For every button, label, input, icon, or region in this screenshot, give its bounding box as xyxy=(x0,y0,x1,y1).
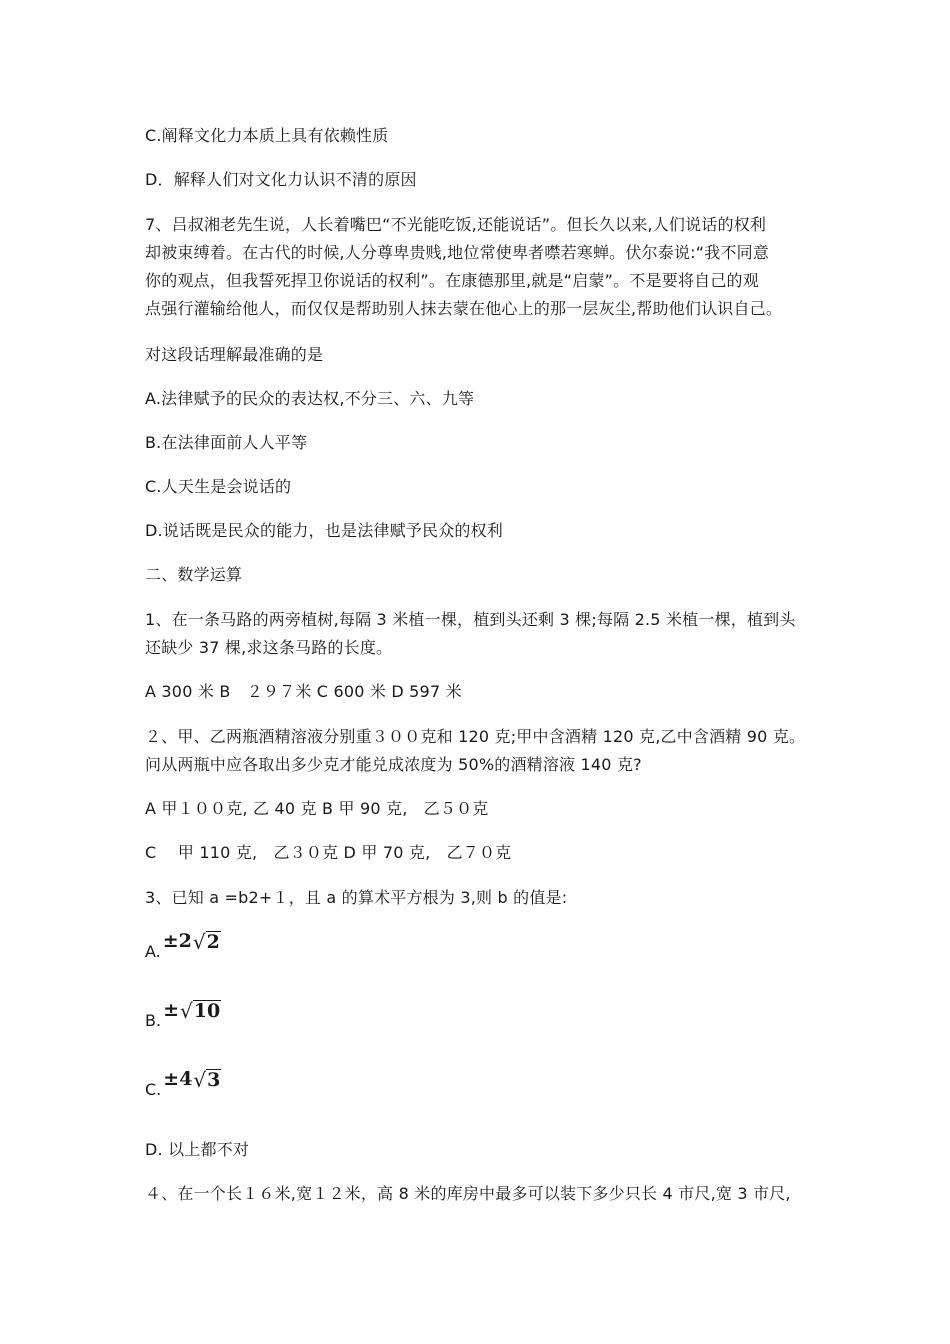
radical-sign-icon: √ xyxy=(192,930,206,954)
plus-minus-sign: ± xyxy=(163,999,179,1021)
math-question-3: 3、已知 a =b2+１，且 a 的算术平方根为 3,则 b 的值是: xyxy=(145,888,568,907)
math-question-2 xyxy=(145,723,810,779)
radical-sign-icon: √ xyxy=(193,1068,207,1092)
square-root xyxy=(193,931,221,952)
math-question-3-option-a xyxy=(145,922,221,962)
math-question-3-option-b xyxy=(145,991,221,1031)
question-7-option-a: A.法律赋予的民众的表达权,不分三、六、九等 xyxy=(145,389,475,408)
plus-minus-sign: ± xyxy=(162,930,179,952)
section-title: 二、数学运算 xyxy=(145,565,243,584)
question-7-option-c: C.人天生是会说话的 xyxy=(145,477,292,496)
option-c-prev: C.阐释文化力本质上具有依赖性质 xyxy=(145,126,389,145)
option-label: B. xyxy=(145,1011,162,1030)
option-label: C. xyxy=(145,1080,162,1099)
square-root xyxy=(180,1000,221,1021)
math-question-1-line: 还缺少 37 棵,求这条马路的长度。 xyxy=(145,638,393,657)
coefficient: 4 xyxy=(179,1068,193,1090)
math-question-2-line: 问从两瓶中应各取出多少克才能兑成浓度为 50%的酒精溶液 140 克? xyxy=(145,755,642,774)
question-7-prompt: 对这段话理解最准确的是 xyxy=(145,345,324,364)
math-question-3-option-c xyxy=(145,1060,221,1100)
question-7-line: 却被束缚着。在古代的时候,人分尊卑贵贱,地位常使卑者噤若寒蝉。伏尔泰说:“我不同意 xyxy=(145,243,770,262)
formula xyxy=(163,999,221,1021)
math-question-1-options: A 300 米 B ２９７米 C 600 米 D 597 米 xyxy=(145,682,462,701)
square-root xyxy=(193,1069,221,1090)
radical-sign-icon: √ xyxy=(179,999,193,1023)
question-7-option-d: D.说话既是民众的能力，也是法律赋予民众的权利 xyxy=(145,521,504,540)
math-question-1-line: 1、在一条马路的两旁植树,每隔 3 米植一棵，植到头还剩 3 棵;每隔 2.5 米植一棵，植到头 xyxy=(145,610,796,629)
option-d-prev: D．解释人们对文化力认识不清的原因 xyxy=(145,170,417,189)
option-label: A. xyxy=(145,942,161,961)
math-question-2-options-row2: C 甲 110 克, 乙３０克 D 甲 70 克, 乙７０克 xyxy=(145,843,512,862)
radicand: 3 xyxy=(207,1069,221,1091)
question-7-text xyxy=(145,211,810,323)
coefficient: 2 xyxy=(178,930,192,952)
question-7-line: 点强行灌输给他人，而仅仅是帮助别人抹去蒙在他心上的那一层灰尘,帮助他们认识自己。 xyxy=(145,299,783,318)
question-7-line: 7、吕叔湘老先生说，人长着嘴巴“不光能吃饭,还能说话”。但长久以来,人们说话的权利 xyxy=(145,215,767,234)
formula xyxy=(163,930,221,952)
formula xyxy=(163,1068,221,1090)
math-question-2-options-row1: A 甲１００克, 乙 40 克 B 甲 90 克, 乙５０克 xyxy=(145,799,489,818)
radicand: 10 xyxy=(193,1000,221,1022)
question-7-option-b: B.在法律面前人人平等 xyxy=(145,433,308,452)
radicand: 2 xyxy=(206,931,220,953)
math-question-1 xyxy=(145,606,810,662)
math-question-2-line: ２、甲、乙两瓶酒精溶液分别重３００克和 120 克;甲中含酒精 120 克,乙中含酒精 90 克。 xyxy=(145,727,806,746)
plus-minus-sign: ± xyxy=(163,1068,180,1090)
math-question-3-option-d: D. 以上都不对 xyxy=(145,1140,250,1159)
math-question-4: ４、在一个长１６米,宽１２米，高 8 米的库房中最多可以装下多少只长 4 市尺,宽 3 市尺, xyxy=(145,1184,791,1203)
question-7-line: 你的观点，但我誓死捍卫你说话的权利”。在康德那里,就是“启蒙”。不是要将自己的观 xyxy=(145,271,759,290)
